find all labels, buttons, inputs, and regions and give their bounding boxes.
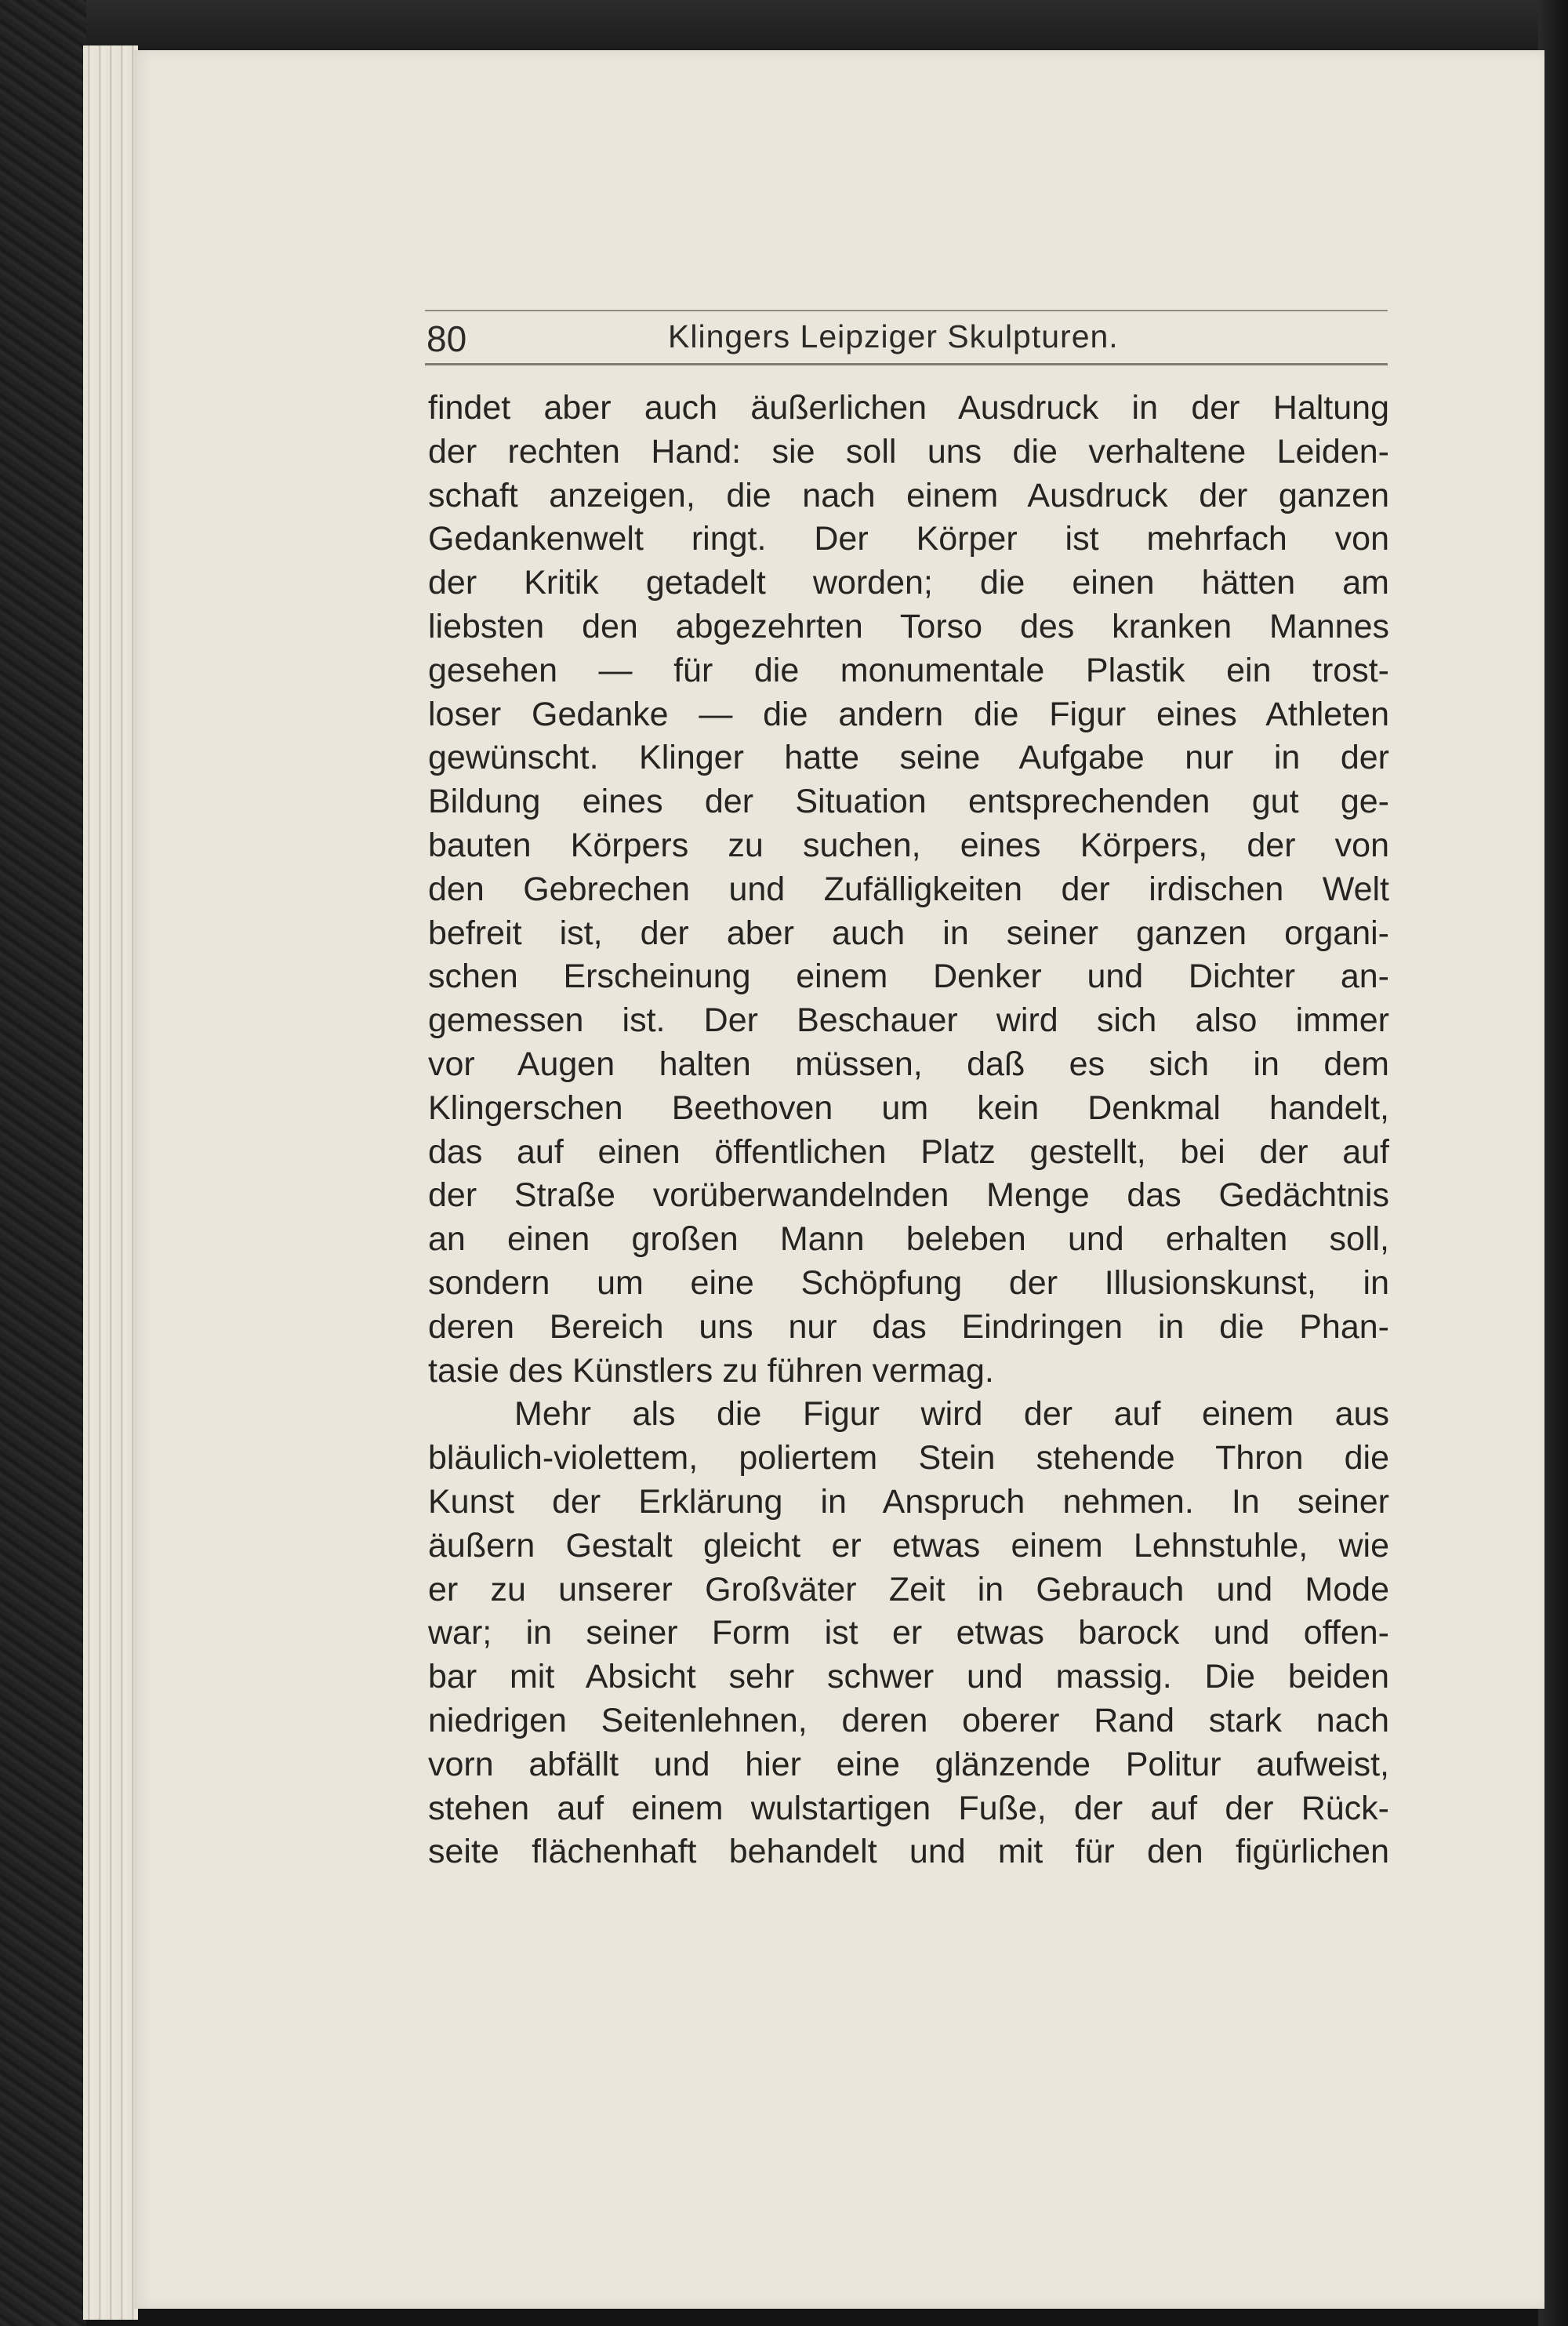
page-number: 80 (426, 318, 467, 359)
page-edges (83, 45, 138, 2320)
header-rule-bottom (425, 363, 1388, 365)
book-cover-left (0, 0, 86, 2326)
text-line: sondern um eine Schöpfung der Illusionskunst, in (428, 1263, 1389, 1302)
text-line: war; in seiner Form ist er etwas barock und offen- (428, 1614, 1389, 1652)
text-line: findet aber auch äußerlichen Ausdruck in der Haltung (428, 389, 1389, 427)
text-line: seite flächenhaft behandelt und mit für den figürlichen (428, 1833, 1389, 1871)
paragraph-end-line: tasie des Künstlers zu führen vermag. (428, 1351, 994, 1390)
text-line: Gedankenwelt ringt. Der Körper ist mehrfach von (428, 520, 1389, 558)
text-line: gemessen ist. Der Beschauer wird sich also immer (428, 1001, 1389, 1040)
text-line: gesehen — für die monumentale Plastik ein trost- (428, 651, 1389, 689)
text-line: den Gebrechen und Zufälligkeiten der irdischen Welt (428, 870, 1389, 908)
text-line: schen Erscheinung einem Denker und Dichter an- (428, 958, 1389, 996)
text-line: der rechten Hand: sie soll uns die verhaltene Leiden- (428, 432, 1389, 471)
body-text (428, 387, 1389, 1874)
text-line: Bildung eines der Situation entsprechenden gut ge- (428, 783, 1389, 821)
text-line: er zu unserer Großväter Zeit in Gebrauch und Mode (428, 1570, 1389, 1608)
text-line: bar mit Absicht sehr schwer und massig. Die beiden (428, 1658, 1389, 1696)
text-line: Klingerschen Beethoven um kein Denkmal handelt, (428, 1088, 1389, 1127)
text-line: der Straße vorüberwandelnden Menge das Gedächtnis (428, 1176, 1389, 1215)
text-line: Kunst der Erklärung in Anspruch nehmen. In seiner (428, 1482, 1389, 1521)
text-line: schaft anzeigen, die nach einem Ausdruck der ganzen (428, 476, 1389, 514)
text-line: das auf einen öffentlichen Platz gestellt, bei der auf (428, 1132, 1389, 1171)
text-line: vor Augen halten müssen, daß es sich in dem (428, 1045, 1389, 1083)
text-line: vorn abfällt und hier eine glänzende Politur aufweist, (428, 1745, 1389, 1783)
paragraph-start-line: Mehr als die Figur wird der auf einem aus (514, 1395, 1389, 1434)
text-line: deren Bereich uns nur das Eindringen in die Phan- (428, 1307, 1389, 1346)
text-line: befreit ist, der aber auch in seiner ganzen organi- (428, 914, 1389, 952)
text-line: äußern Gestalt gleicht er etwas einem Lehnstuhle, wie (428, 1526, 1389, 1565)
running-head: Klingers Leipziger Skulpturen. (668, 318, 1119, 354)
text-line: bauten Körpers zu suchen, eines Körpers, der von (428, 826, 1389, 864)
text-line: gewünscht. Klinger hatte seine Aufgabe nur in der (428, 739, 1389, 777)
text-line: bläulich-violettem, poliertem Stein stehende Thron die (428, 1439, 1389, 1477)
text-line: der Kritik getadelt worden; die einen hätten am (428, 564, 1389, 602)
text-line: an einen großen Mann beleben und erhalten soll, (428, 1220, 1389, 1259)
text-line: niedrigen Seitenlehnen, deren oberer Rand stark nach (428, 1701, 1389, 1739)
text-line: loser Gedanke — die andern die Figur eines Athleten (428, 695, 1389, 733)
page-header (425, 310, 1388, 366)
text-line: liebsten den abgezehrten Torso des kranken Mannes (428, 607, 1389, 645)
header-rule-top (425, 310, 1388, 311)
book-cover-top (0, 0, 1568, 55)
text-line: stehen auf einem wulstartigen Fuße, der auf der Rück- (428, 1789, 1389, 1827)
